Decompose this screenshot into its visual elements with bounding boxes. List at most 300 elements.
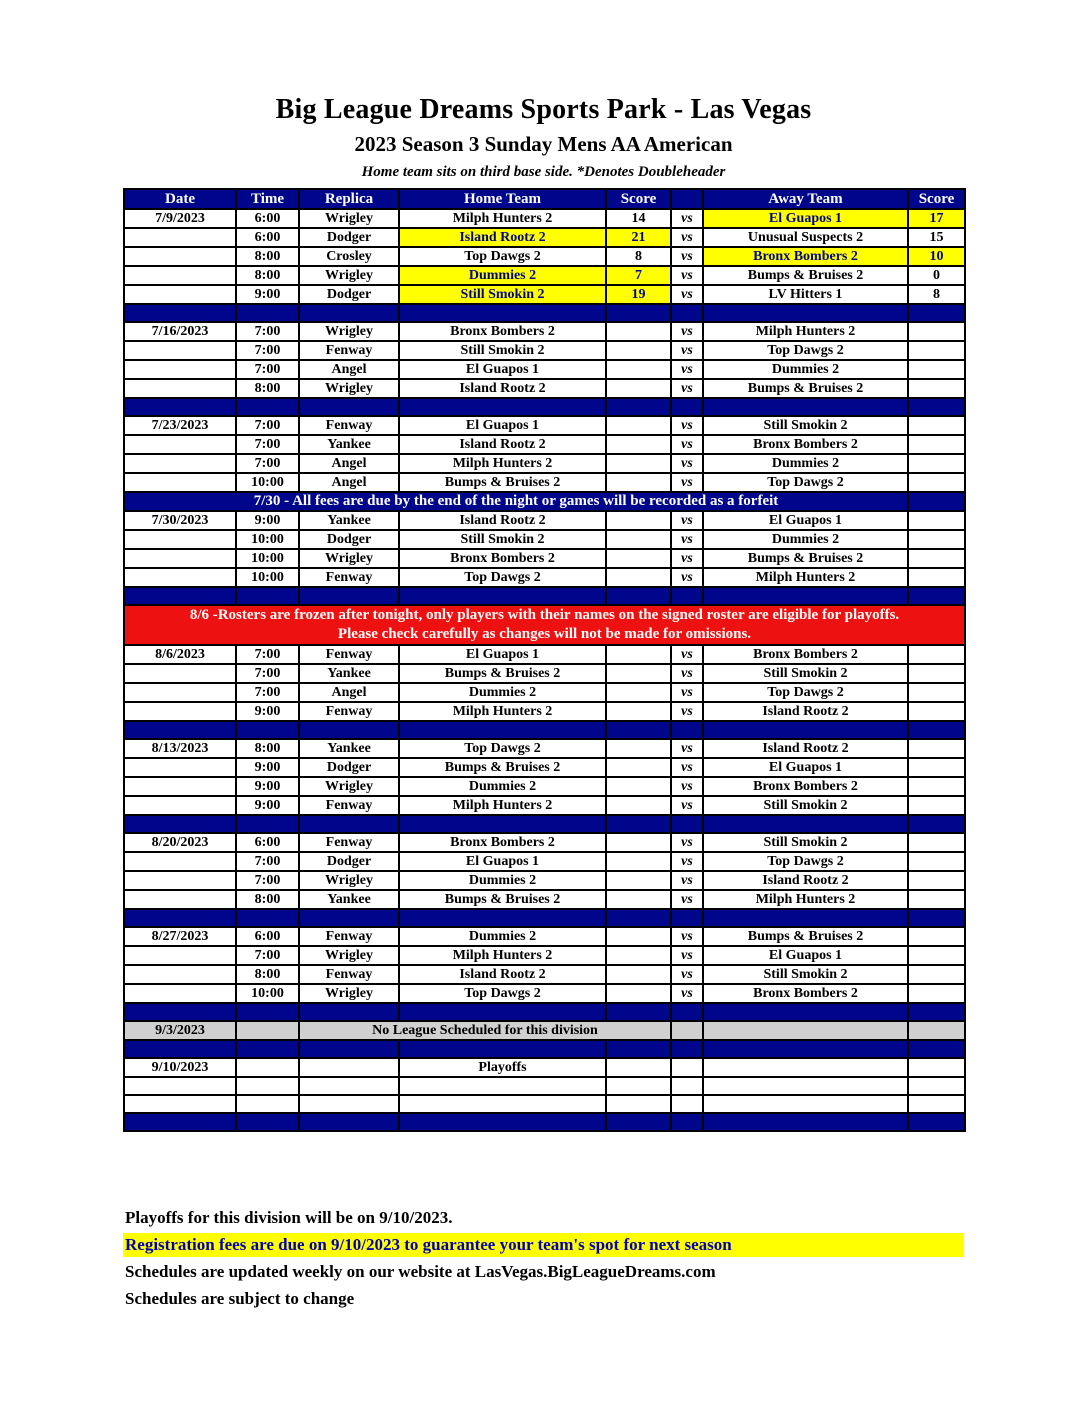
away-score-cell	[908, 777, 965, 796]
time-cell: 8:00	[236, 247, 299, 266]
separator-cell	[703, 304, 908, 322]
home-score-cell	[606, 890, 671, 909]
home-team-note: Home team sits on third base side. *Denotes Doubleheader	[361, 164, 726, 180]
home-score-cell	[606, 416, 671, 435]
separator-cell	[606, 304, 671, 322]
away-score-cell: 10	[908, 247, 965, 266]
schedule-row	[124, 927, 965, 946]
empty-cell	[399, 1077, 606, 1095]
away-team-cell: Bronx Bombers 2	[703, 984, 908, 1003]
schedule-row	[124, 379, 965, 398]
roster-banner-line2: Please check carefully as changes will not be made for omissions.	[337, 626, 752, 642]
away-score-cell	[908, 435, 965, 454]
empty-cell	[908, 1077, 965, 1095]
separator-cell	[703, 909, 908, 927]
vs-cell: vs	[671, 454, 703, 473]
replica-cell: Fenway	[299, 416, 399, 435]
home-team-cell: Milph Hunters 2	[399, 454, 606, 473]
replica-cell: Yankee	[299, 890, 399, 909]
vs-cell: vs	[671, 890, 703, 909]
home-score-cell	[606, 833, 671, 852]
home-score-cell	[606, 702, 671, 721]
replica-cell: Angel	[299, 683, 399, 702]
date-cell: 9/3/2023	[124, 1021, 236, 1040]
away-score-cell	[908, 833, 965, 852]
vs-cell: vs	[671, 247, 703, 266]
separator-cell	[908, 815, 965, 833]
separator-row	[124, 398, 965, 416]
separator-cell	[671, 721, 703, 739]
separator-cell	[703, 1113, 908, 1131]
separator-cell	[124, 721, 236, 739]
home-team-cell: El Guapos 1	[399, 645, 606, 664]
away-score-cell	[908, 796, 965, 815]
time-cell: 6:00	[236, 209, 299, 228]
home-score-cell	[606, 664, 671, 683]
vs-cell: vs	[671, 511, 703, 530]
time-cell: 7:00	[236, 683, 299, 702]
home-team-cell: Milph Hunters 2	[399, 702, 606, 721]
replica-cell: Fenway	[299, 341, 399, 360]
home-score-cell	[606, 1058, 671, 1077]
home-team-cell: Bronx Bombers 2	[399, 833, 606, 852]
vs-cell: vs	[671, 228, 703, 247]
separator-cell	[606, 1040, 671, 1058]
separator-cell	[703, 1003, 908, 1021]
away-score-cell	[908, 416, 965, 435]
home-score-cell	[606, 511, 671, 530]
date-cell	[124, 796, 236, 815]
time-cell: 8:00	[236, 890, 299, 909]
away-team-cell: LV Hitters 1	[703, 285, 908, 304]
separator-cell	[703, 815, 908, 833]
separator-cell	[671, 1003, 703, 1021]
replica-cell: Dodger	[299, 852, 399, 871]
home-score-cell	[606, 946, 671, 965]
away-score-cell	[908, 927, 965, 946]
away-team-cell: Still Smokin 2	[703, 796, 908, 815]
time-cell: 7:00	[236, 454, 299, 473]
schedule-row	[124, 435, 965, 454]
date-cell	[124, 946, 236, 965]
away-team-cell: Still Smokin 2	[703, 416, 908, 435]
empty-cell	[299, 1095, 399, 1113]
separator-cell	[124, 815, 236, 833]
time-cell: 7:00	[236, 360, 299, 379]
date-cell	[124, 683, 236, 702]
replica-cell: Crosley	[299, 247, 399, 266]
away-score-cell	[908, 511, 965, 530]
column-header-replica: Replica	[299, 189, 399, 209]
separator-cell	[236, 721, 299, 739]
time-cell: 7:00	[236, 946, 299, 965]
separator-cell	[399, 815, 606, 833]
vs-cell: vs	[671, 777, 703, 796]
away-score-cell	[908, 379, 965, 398]
footer-line-playoffs: Playoffs for this division will be on 9/10/2023.	[125, 1208, 453, 1227]
time-cell: 7:00	[236, 322, 299, 341]
separator-cell	[606, 398, 671, 416]
replica-cell: Fenway	[299, 645, 399, 664]
away-team-cell: Island Rootz 2	[703, 871, 908, 890]
home-team-cell: El Guapos 1	[399, 360, 606, 379]
roster-banner-row	[124, 605, 965, 645]
away-score-cell	[908, 702, 965, 721]
replica-cell: Angel	[299, 454, 399, 473]
replica-cell: Yankee	[299, 739, 399, 758]
schedule-row	[124, 266, 965, 285]
separator-cell	[124, 1003, 236, 1021]
schedule-row	[124, 549, 965, 568]
vs-cell: vs	[671, 341, 703, 360]
empty-cell	[236, 1077, 299, 1095]
vs-cell: vs	[671, 473, 703, 492]
schedule-row	[124, 209, 965, 228]
column-header-home-team: Home Team	[399, 189, 606, 209]
separator-cell	[236, 815, 299, 833]
schedule-row	[124, 664, 965, 683]
away-team-cell: Bronx Bombers 2	[703, 435, 908, 454]
separator-cell	[606, 721, 671, 739]
away-team-cell: Top Dawgs 2	[703, 852, 908, 871]
away-score-cell: 0	[908, 266, 965, 285]
away-score-cell	[908, 645, 965, 664]
separator-row	[124, 909, 965, 927]
schedule-row	[124, 758, 965, 777]
separator-cell	[399, 304, 606, 322]
date-cell: 7/9/2023	[124, 209, 236, 228]
empty-cell	[671, 1077, 703, 1095]
empty-row	[124, 1077, 965, 1095]
schedule-row	[124, 702, 965, 721]
time-cell: 7:00	[236, 664, 299, 683]
separator-cell	[671, 1113, 703, 1131]
schedule-table	[123, 188, 966, 1132]
home-team-cell: Still Smokin 2	[399, 341, 606, 360]
date-cell	[124, 247, 236, 266]
home-score-cell	[606, 322, 671, 341]
away-score-cell	[908, 683, 965, 702]
separator-cell	[908, 492, 965, 511]
vs-cell: vs	[671, 322, 703, 341]
schedule-row	[124, 454, 965, 473]
home-team-cell: El Guapos 1	[399, 416, 606, 435]
replica-cell: Dodger	[299, 530, 399, 549]
separator-cell	[236, 1113, 299, 1131]
date-cell: 8/27/2023	[124, 927, 236, 946]
vs-cell: vs	[671, 965, 703, 984]
away-team-cell: Still Smokin 2	[703, 965, 908, 984]
separator-cell	[908, 398, 965, 416]
schedule-row	[124, 946, 965, 965]
home-score-cell	[606, 341, 671, 360]
separator-cell	[908, 1113, 965, 1131]
replica-cell: Fenway	[299, 833, 399, 852]
home-score-cell	[606, 758, 671, 777]
date-cell	[124, 890, 236, 909]
time-cell	[236, 1021, 299, 1040]
separator-cell	[399, 1113, 606, 1131]
away-score-cell	[908, 1058, 965, 1077]
home-score-cell: 7	[606, 266, 671, 285]
document-footer	[123, 1206, 964, 1314]
away-team-cell: Dummies 2	[703, 360, 908, 379]
time-cell: 7:00	[236, 341, 299, 360]
empty-cell	[606, 1095, 671, 1113]
vs-cell: vs	[671, 796, 703, 815]
playoffs-label-cell: Playoffs	[399, 1058, 606, 1077]
footer-line-registration: Registration fees are due on 9/10/2023 to guarantee your team's spot for next season	[123, 1233, 964, 1257]
schedule-row	[124, 473, 965, 492]
separator-cell	[124, 398, 236, 416]
replica-cell: Wrigley	[299, 209, 399, 228]
away-team-cell: El Guapos 1	[703, 511, 908, 530]
time-cell: 7:00	[236, 416, 299, 435]
separator-cell	[299, 304, 399, 322]
time-cell: 8:00	[236, 965, 299, 984]
fees-note-cell: 7/30 - All fees are due by the end of the night or games will be recorded as a forfeit	[124, 492, 908, 511]
home-team-cell: Still Smokin 2	[399, 285, 606, 304]
date-cell: 7/16/2023	[124, 322, 236, 341]
date-cell: 8/6/2023	[124, 645, 236, 664]
vs-cell: vs	[671, 927, 703, 946]
home-score-cell: 14	[606, 209, 671, 228]
away-score-cell: 8	[908, 285, 965, 304]
schedule-row	[124, 890, 965, 909]
vs-cell: vs	[671, 739, 703, 758]
vs-cell: vs	[671, 946, 703, 965]
footer-line-subject: Schedules are subject to change	[125, 1289, 355, 1308]
separator-cell	[606, 1113, 671, 1131]
date-cell	[124, 341, 236, 360]
home-team-cell: Dummies 2	[399, 683, 606, 702]
away-score-cell	[908, 852, 965, 871]
schedule-row	[124, 322, 965, 341]
empty-cell	[703, 1095, 908, 1113]
date-cell	[124, 758, 236, 777]
replica-cell: Fenway	[299, 568, 399, 587]
home-team-cell: El Guapos 1	[399, 852, 606, 871]
away-team-cell: El Guapos 1	[703, 946, 908, 965]
roster-banner-cell	[124, 605, 965, 645]
time-cell: 7:00	[236, 645, 299, 664]
away-team-cell: Bronx Bombers 2	[703, 247, 908, 266]
vs-cell: vs	[671, 266, 703, 285]
home-score-cell	[606, 965, 671, 984]
empty-cell	[606, 1077, 671, 1095]
separator-cell	[671, 587, 703, 605]
date-cell	[124, 852, 236, 871]
replica-cell: Wrigley	[299, 266, 399, 285]
replica-cell: Wrigley	[299, 946, 399, 965]
away-team-cell	[703, 1058, 908, 1077]
replica-cell: Fenway	[299, 965, 399, 984]
schedule-row	[124, 683, 965, 702]
separator-cell	[124, 1040, 236, 1058]
replica-cell: Fenway	[299, 796, 399, 815]
separator-cell	[236, 304, 299, 322]
date-cell	[124, 435, 236, 454]
separator-row	[124, 304, 965, 322]
home-score-cell	[606, 435, 671, 454]
date-cell	[124, 530, 236, 549]
home-team-cell: Top Dawgs 2	[399, 568, 606, 587]
schedule-row	[124, 984, 965, 1003]
time-cell: 9:00	[236, 777, 299, 796]
schedule-row	[124, 228, 965, 247]
separator-cell	[908, 721, 965, 739]
replica-cell: Wrigley	[299, 549, 399, 568]
separator-cell	[399, 721, 606, 739]
time-cell: 9:00	[236, 285, 299, 304]
home-score-cell	[606, 645, 671, 664]
home-score-cell	[606, 683, 671, 702]
home-score-cell: 8	[606, 247, 671, 266]
vs-cell: vs	[671, 645, 703, 664]
away-team-cell: Dummies 2	[703, 454, 908, 473]
away-team-cell: Bronx Bombers 2	[703, 645, 908, 664]
vs-cell: vs	[671, 833, 703, 852]
separator-cell	[908, 587, 965, 605]
away-team-cell: Milph Hunters 2	[703, 890, 908, 909]
replica-cell: Yankee	[299, 664, 399, 683]
away-score-cell	[908, 890, 965, 909]
away-score-cell	[908, 322, 965, 341]
empty-cell	[908, 1095, 965, 1113]
away-score-cell	[908, 360, 965, 379]
away-score-cell: 17	[908, 209, 965, 228]
schedule-row	[124, 833, 965, 852]
home-team-cell: Milph Hunters 2	[399, 946, 606, 965]
replica-cell: Fenway	[299, 702, 399, 721]
date-cell	[124, 777, 236, 796]
time-cell: 6:00	[236, 833, 299, 852]
time-cell: 7:00	[236, 852, 299, 871]
separator-cell	[299, 815, 399, 833]
column-header-score: Score	[908, 189, 965, 209]
separator-cell	[124, 909, 236, 927]
schedule-row	[124, 965, 965, 984]
separator-cell	[299, 587, 399, 605]
vs-cell: vs	[671, 360, 703, 379]
vs-cell: vs	[671, 702, 703, 721]
separator-row	[124, 815, 965, 833]
home-team-cell: Island Rootz 2	[399, 379, 606, 398]
schedule-row	[124, 341, 965, 360]
schedule-row	[124, 645, 965, 664]
no-league-cell: No League Scheduled for this division	[299, 1021, 671, 1040]
separator-cell	[671, 304, 703, 322]
empty-cell	[124, 1077, 236, 1095]
replica-cell: Wrigley	[299, 984, 399, 1003]
time-cell: 10:00	[236, 549, 299, 568]
home-team-cell: Island Rootz 2	[399, 511, 606, 530]
away-score-cell	[908, 984, 965, 1003]
separator-cell	[299, 1113, 399, 1131]
time-cell: 7:00	[236, 435, 299, 454]
date-cell	[124, 965, 236, 984]
playoffs-row	[124, 1058, 965, 1077]
schedule-row	[124, 852, 965, 871]
footer-line-website: Schedules are updated weekly on our website at LasVegas.BigLeagueDreams.com	[125, 1262, 716, 1281]
separator-row	[124, 1040, 965, 1058]
time-cell: 8:00	[236, 379, 299, 398]
date-cell	[124, 664, 236, 683]
replica-cell: Wrigley	[299, 777, 399, 796]
vs-cell: vs	[671, 568, 703, 587]
replica-cell: Wrigley	[299, 871, 399, 890]
separator-cell	[299, 1003, 399, 1021]
separator-cell	[671, 815, 703, 833]
time-cell: 10:00	[236, 984, 299, 1003]
document-header	[123, 94, 964, 181]
column-header-date: Date	[124, 189, 236, 209]
vs-cell: vs	[671, 209, 703, 228]
away-team-cell: Milph Hunters 2	[703, 568, 908, 587]
separator-cell	[703, 721, 908, 739]
time-cell: 10:00	[236, 473, 299, 492]
vs-cell	[671, 1058, 703, 1077]
replica-cell: Yankee	[299, 511, 399, 530]
schedule-row	[124, 796, 965, 815]
away-score-cell	[908, 871, 965, 890]
date-cell	[124, 984, 236, 1003]
schedule-row	[124, 360, 965, 379]
separator-cell	[236, 587, 299, 605]
vs-cell: vs	[671, 285, 703, 304]
home-score-cell	[606, 530, 671, 549]
schedule-row	[124, 285, 965, 304]
away-score-cell	[908, 946, 965, 965]
replica-cell: Dodger	[299, 228, 399, 247]
date-cell	[124, 702, 236, 721]
vs-cell: vs	[671, 852, 703, 871]
home-score-cell	[606, 454, 671, 473]
separator-row	[124, 1003, 965, 1021]
home-team-cell: Island Rootz 2	[399, 435, 606, 454]
no-league-row	[124, 1021, 965, 1040]
replica-cell: Dodger	[299, 285, 399, 304]
date-cell	[124, 473, 236, 492]
vs-cell: vs	[671, 530, 703, 549]
schedule-row	[124, 416, 965, 435]
away-team-cell: Dummies 2	[703, 530, 908, 549]
empty-cell	[399, 1095, 606, 1113]
home-team-cell: Bronx Bombers 2	[399, 549, 606, 568]
date-cell: 8/13/2023	[124, 739, 236, 758]
home-team-cell: Milph Hunters 2	[399, 796, 606, 815]
home-score-cell	[606, 927, 671, 946]
column-header-time: Time	[236, 189, 299, 209]
separator-row	[124, 721, 965, 739]
separator-cell	[299, 1040, 399, 1058]
away-score-cell	[908, 454, 965, 473]
separator-cell	[124, 304, 236, 322]
replica-cell: Fenway	[299, 927, 399, 946]
home-score-cell	[606, 852, 671, 871]
home-team-cell: Milph Hunters 2	[399, 209, 606, 228]
home-score-cell	[606, 777, 671, 796]
separator-cell	[671, 1040, 703, 1058]
date-cell	[124, 266, 236, 285]
away-team-cell: El Guapos 1	[703, 209, 908, 228]
empty-cell	[236, 1095, 299, 1113]
home-team-cell: Still Smokin 2	[399, 530, 606, 549]
vs-cell	[671, 1021, 703, 1040]
separator-cell	[606, 909, 671, 927]
away-team-cell: El Guapos 1	[703, 758, 908, 777]
home-score-cell: 21	[606, 228, 671, 247]
